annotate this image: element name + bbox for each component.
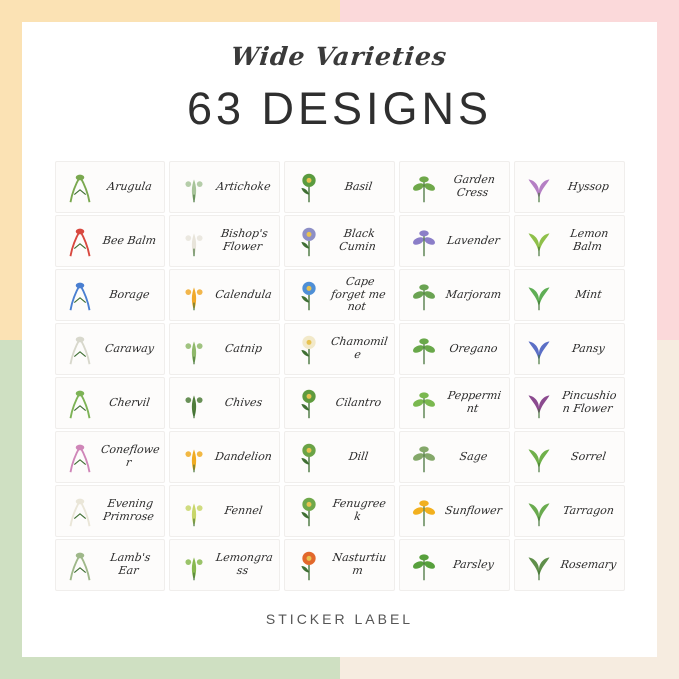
sticker-label-card[interactable] (169, 323, 280, 375)
poster-script-title: Wide Varieties (229, 42, 450, 71)
sticker-label-card[interactable] (55, 485, 166, 537)
borage-flower-icon (60, 273, 100, 317)
sticker-label-name: Sorrel (569, 449, 607, 463)
chives-bundle-icon (174, 381, 214, 425)
sticker-label-name: Sage (458, 449, 489, 463)
sticker-label-name: Garden Cress (452, 173, 496, 199)
frame-band-left-upper (0, 0, 22, 340)
sticker-label-card[interactable] (284, 161, 395, 213)
sticker-label-card[interactable] (399, 215, 510, 267)
sticker-label-name: Rosemary (559, 557, 617, 571)
sticker-label-card[interactable] (55, 323, 166, 375)
calendula-flower-icon (174, 273, 214, 317)
sticker-label-name: Chives (224, 395, 264, 409)
sticker-label-name: Parsley (452, 557, 495, 571)
sticker-label-card[interactable] (514, 215, 625, 267)
sticker-label-name: Dandelion (214, 449, 274, 463)
hyssop-flower-icon (519, 165, 559, 209)
sticker-label-name: Lemongrass (215, 551, 275, 577)
sticker-label-card[interactable] (169, 431, 280, 483)
sticker-label-name: Cilantro (334, 395, 383, 409)
sorrel-leaves-icon (519, 435, 559, 479)
sticker-label-name: Mint (574, 287, 603, 301)
basil-leaf-icon (289, 165, 329, 209)
cilantro-leaves-icon (289, 381, 329, 425)
black-cumin-flower-icon (289, 219, 329, 263)
sticker-label-card[interactable] (514, 485, 625, 537)
sticker-label-card[interactable] (284, 539, 395, 591)
sticker-label-name: Nasturtium (331, 551, 388, 577)
chamomile-flower-icon (289, 327, 329, 371)
sticker-label-card[interactable] (514, 269, 625, 321)
sticker-label-name: Artichoke (215, 179, 272, 193)
sticker-label-card[interactable] (284, 215, 395, 267)
sticker-label-name: Pincushion Flower (561, 389, 618, 415)
sticker-label-name: Marjoram (444, 287, 502, 301)
sticker-label-card[interactable] (55, 377, 166, 429)
sticker-label-card[interactable] (284, 269, 395, 321)
sticker-label-name: Coneflower (99, 443, 161, 469)
sticker-label-card[interactable] (284, 485, 395, 537)
marjoram-sprig-icon (404, 273, 444, 317)
sticker-label-grid (55, 161, 625, 591)
sticker-label-name: Lamb's Ear (108, 551, 151, 577)
sticker-label-card[interactable] (514, 431, 625, 483)
rosemary-sprig-icon (519, 543, 559, 587)
sticker-label-name: Catnip (224, 341, 264, 355)
fenugreek-sprig-icon (289, 489, 329, 533)
sticker-label-card[interactable] (284, 431, 395, 483)
sticker-label-card[interactable] (284, 323, 395, 375)
sticker-label-name: Chervil (107, 395, 151, 409)
coneflower-icon (60, 435, 100, 479)
sticker-label-name: Tarragon (561, 503, 615, 517)
caraway-flower-icon (60, 327, 100, 371)
bishops-flower-icon (174, 219, 214, 263)
sticker-label-name: Lavender (446, 233, 501, 247)
lemon-balm-icon (519, 219, 559, 263)
lambs-ear-icon (60, 543, 100, 587)
frame-band-bottom-right (340, 657, 679, 679)
sticker-label-card[interactable] (514, 161, 625, 213)
frame-band-top-left (0, 0, 340, 22)
mint-leaves-icon (519, 273, 559, 317)
sticker-label-card[interactable] (55, 215, 166, 267)
sticker-label-card[interactable] (514, 539, 625, 591)
poster-designs-count: 63 DESIGNS (186, 83, 493, 134)
sticker-label-name: Evening Primrose (101, 497, 155, 523)
sticker-label-card[interactable] (169, 215, 280, 267)
sticker-label-card[interactable] (399, 539, 510, 591)
frame-band-bottom-left (0, 657, 340, 679)
bee-balm-flower-icon (60, 219, 100, 263)
sticker-label-card[interactable] (514, 323, 625, 375)
sage-leaves-icon (404, 435, 444, 479)
oregano-leaves-icon (404, 327, 444, 371)
sticker-label-card[interactable] (399, 161, 510, 213)
sticker-label-card[interactable] (514, 377, 625, 429)
peppermint-leaves-icon (404, 381, 444, 425)
frame-band-left-lower (0, 340, 22, 679)
dandelion-flower-icon (174, 435, 214, 479)
fennel-bulb-icon (174, 489, 214, 533)
sticker-label-name: Bee Balm (101, 233, 157, 247)
sticker-label-card[interactable] (169, 539, 280, 591)
frame-band-right-lower (657, 340, 679, 679)
sticker-label-card[interactable] (169, 377, 280, 429)
poster-footer-caption: STICKER LABEL (265, 611, 414, 627)
artichoke-icon (174, 165, 214, 209)
sticker-label-name: Fennel (224, 503, 264, 517)
garden-cress-icon (404, 165, 444, 209)
catnip-plant-icon (174, 327, 214, 371)
sticker-label-card[interactable] (55, 269, 166, 321)
poster-content (22, 22, 657, 657)
sticker-label-card[interactable] (55, 161, 166, 213)
sticker-label-name: Pansy (571, 341, 606, 355)
sunflower-icon (404, 489, 444, 533)
nasturtium-flower-icon (289, 543, 329, 587)
evening-primrose-icon (60, 489, 100, 533)
sticker-label-card[interactable] (284, 377, 395, 429)
parsley-leaves-icon (404, 543, 444, 587)
sticker-label-name: Chamomile (330, 335, 389, 361)
sticker-label-name: Caraway (103, 341, 155, 355)
sticker-label-card[interactable] (399, 323, 510, 375)
chervil-sprig-icon (60, 381, 100, 425)
sticker-label-name: Hyssop (566, 179, 610, 193)
sticker-label-name: Oregano (448, 341, 499, 355)
sticker-label-name: Dill (347, 449, 370, 463)
sticker-label-card[interactable] (169, 485, 280, 537)
sticker-label-card[interactable] (55, 539, 166, 591)
sticker-label-name: Borage (108, 287, 150, 301)
sticker-label-name: Cape forget me not (330, 275, 387, 314)
sticker-label-name: Bishop's Flower (220, 227, 269, 253)
sticker-label-name: Basil (344, 179, 374, 193)
sticker-label-name: Peppermint (446, 389, 502, 415)
lemongrass-icon (174, 543, 214, 587)
cape-forget-me-not-icon (289, 273, 329, 317)
sticker-label-card[interactable] (169, 161, 280, 213)
frame-band-right-upper (657, 0, 679, 340)
sticker-label-name: Fenugreek (332, 497, 387, 523)
dill-sprig-icon (289, 435, 329, 479)
sticker-label-card[interactable] (399, 377, 510, 429)
pincushion-flower-icon (519, 381, 559, 425)
sticker-label-card[interactable] (169, 269, 280, 321)
sticker-label-card[interactable] (399, 485, 510, 537)
sticker-label-name: Sunflower (444, 503, 503, 517)
sticker-label-name: Black Cumin (338, 227, 377, 253)
sticker-label-card[interactable] (55, 431, 166, 483)
pansy-flower-icon (519, 327, 559, 371)
tarragon-sprig-icon (519, 489, 559, 533)
sticker-label-card[interactable] (399, 431, 510, 483)
sticker-label-card[interactable] (399, 269, 510, 321)
sticker-label-name: Calendula (214, 287, 273, 301)
lavender-sprig-icon (404, 219, 444, 263)
frame-band-top-right (340, 0, 679, 22)
sticker-label-name: Lemon Balm (569, 227, 609, 253)
sticker-label-name: Arugula (105, 179, 153, 193)
arugula-plant-icon (60, 165, 100, 209)
